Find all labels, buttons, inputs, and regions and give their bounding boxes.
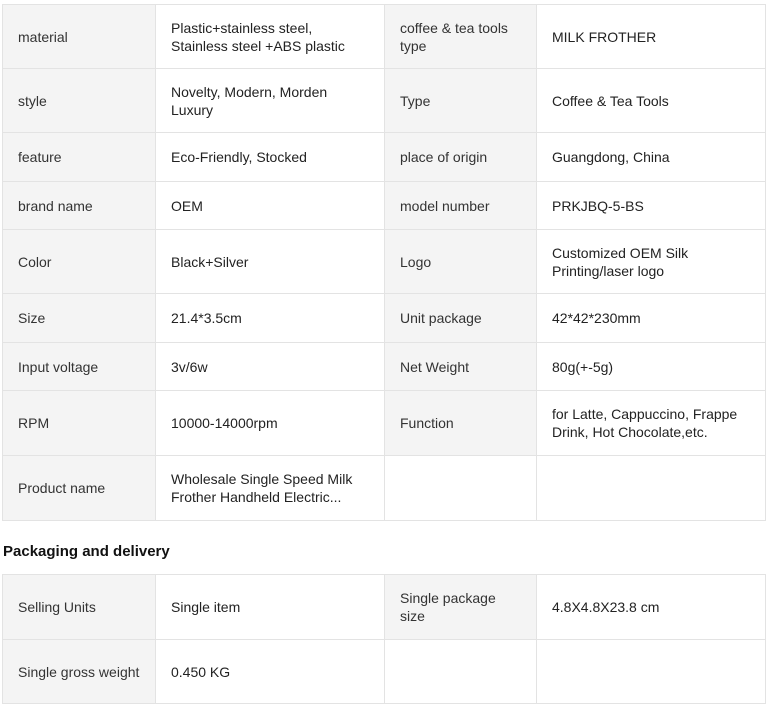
attr-value: Guangdong, China: [537, 133, 766, 182]
attr-key: coffee & tea tools type: [385, 5, 537, 69]
attr-value-empty: [537, 456, 766, 521]
attr-key: model number: [385, 182, 537, 230]
table-row: [3, 294, 766, 343]
attr-key: place of origin: [385, 133, 537, 182]
attr-key: Function: [385, 391, 537, 456]
attr-key: Logo: [385, 230, 537, 294]
attr-value: Plastic+stainless steel, Stainless steel +ABS plastic: [156, 5, 385, 69]
pack-value-empty: [537, 640, 766, 704]
attr-key: style: [3, 69, 156, 133]
table-row: [3, 69, 766, 133]
attr-value: Coffee & Tea Tools: [537, 69, 766, 133]
attr-value: Customized OEM Silk Printing/laser logo: [537, 230, 766, 294]
pack-value: 0.450 KG: [156, 640, 385, 704]
table-row: [3, 640, 766, 704]
attr-value: 42*42*230mm: [537, 294, 766, 343]
attr-value: 3v/6w: [156, 343, 385, 391]
attr-value: MILK FROTHER: [537, 5, 766, 69]
attr-key: Type: [385, 69, 537, 133]
attr-value: Black+Silver: [156, 230, 385, 294]
attr-value: for Latte, Cappuccino, Frappe Drink, Hot Chocolate,etc.: [537, 391, 766, 456]
attr-value: 10000-14000rpm: [156, 391, 385, 456]
table-row: [3, 456, 766, 521]
attr-value: 80g(+-5g): [537, 343, 766, 391]
attr-value: 21.4*3.5cm: [156, 294, 385, 343]
pack-key: Single package size: [385, 575, 537, 640]
attr-key-empty: [385, 456, 537, 521]
attr-key: Product name: [3, 456, 156, 521]
attr-key: Input voltage: [3, 343, 156, 391]
attr-key: Color: [3, 230, 156, 294]
attr-key: brand name: [3, 182, 156, 230]
product-attributes-table: [2, 4, 766, 521]
attr-key: feature: [3, 133, 156, 182]
table-row: [3, 133, 766, 182]
table-row: [3, 182, 766, 230]
attr-key: RPM: [3, 391, 156, 456]
attr-key: Net Weight: [385, 343, 537, 391]
attr-value: Eco-Friendly, Stocked: [156, 133, 385, 182]
attr-key: material: [3, 5, 156, 69]
section-title: Packaging and delivery: [3, 543, 170, 560]
table-row: [3, 230, 766, 294]
attr-key: Unit package: [385, 294, 537, 343]
packaging-table: [2, 574, 766, 704]
table-row: [3, 575, 766, 640]
attr-value: OEM: [156, 182, 385, 230]
table-row: [3, 391, 766, 456]
pack-value: Single item: [156, 575, 385, 640]
attr-value: Wholesale Single Speed Milk Frother Handheld Electric...: [156, 456, 385, 521]
table-row: [3, 343, 766, 391]
pack-key: Single gross weight: [3, 640, 156, 704]
pack-key-empty: [385, 640, 537, 704]
pack-value: 4.8X4.8X23.8 cm: [537, 575, 766, 640]
table-row: [3, 5, 766, 69]
attr-value: PRKJBQ-5-BS: [537, 182, 766, 230]
attr-value: Novelty, Modern, Morden Luxury: [156, 69, 385, 133]
attr-key: Size: [3, 294, 156, 343]
pack-key: Selling Units: [3, 575, 156, 640]
